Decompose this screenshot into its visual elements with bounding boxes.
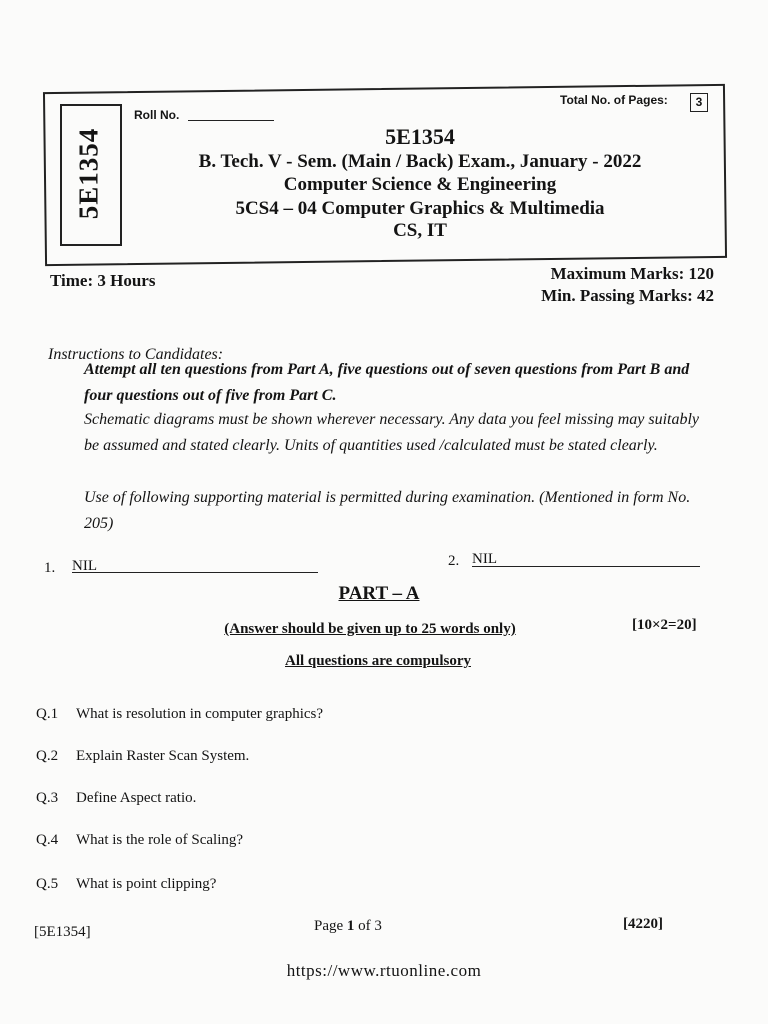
material-2-line xyxy=(472,566,700,567)
question-number: Q.1 xyxy=(36,706,59,722)
question-number: Q.4 xyxy=(36,832,59,848)
part-a-marks: [10×2=20] xyxy=(632,617,697,633)
roll-number-field xyxy=(188,120,274,121)
question-3 xyxy=(36,790,196,807)
footer-page-number: Page 1 of 3 xyxy=(314,918,382,934)
part-a-word-limit: (Answer should be given up to 25 words only) xyxy=(224,621,516,637)
material-1-line xyxy=(72,572,318,573)
exam-title: B. Tech. V - Sem. (Main / Back) Exam., January - 2022 xyxy=(198,151,642,172)
department: Computer Science & Engineering xyxy=(283,174,557,195)
total-pages-label: Total No. of Pages: xyxy=(560,93,668,107)
material-1-value: NIL xyxy=(72,558,97,574)
instructions-heading: Instructions to Candidates: xyxy=(48,346,224,363)
instruction-2: Schematic diagrams must be shown wherever necessary. Any data you feel missing may suitably be assumed and stated clearly. Units of quantities used /calculated must be stated clearly. xyxy=(84,411,700,454)
paper-code-vertical: 5E1354 xyxy=(73,127,104,219)
question-text: What is point clipping? xyxy=(76,876,217,892)
question-1 xyxy=(36,706,323,723)
question-4 xyxy=(36,832,243,849)
total-pages-value: 3 xyxy=(690,93,708,112)
min-passing-marks: Min. Passing Marks: 42 xyxy=(541,286,714,305)
instruction-3: Use of following supporting material is permitted during examination. (Mentioned in form No. 205) xyxy=(84,489,691,532)
roll-number-label: Roll No. xyxy=(134,108,180,122)
material-2-value: NIL xyxy=(472,551,497,567)
question-number: Q.3 xyxy=(36,790,59,806)
instruction-1: Attempt all ten questions from Part A, five questions out of seven questions from Part B and four questions out of five from Part C. xyxy=(84,361,690,404)
question-5 xyxy=(36,876,216,893)
part-a-compulsory: All questions are compulsory xyxy=(285,653,471,669)
branch: CS, IT xyxy=(393,220,447,241)
material-2-number: 2. xyxy=(448,553,460,569)
footer-website-url: https://www.rtuonline.com xyxy=(286,961,482,980)
question-2 xyxy=(36,748,249,765)
question-text: What is the role of Scaling? xyxy=(76,832,244,848)
question-text: What is resolution in computer graphics? xyxy=(76,706,324,722)
question-number: Q.5 xyxy=(36,876,59,892)
question-number: Q.2 xyxy=(36,748,59,764)
material-1-number: 1. xyxy=(44,560,56,576)
footer-copy-number: [4220] xyxy=(623,916,663,932)
time-duration: Time: 3 Hours xyxy=(50,271,156,290)
part-a-title: PART – A xyxy=(338,583,420,604)
question-text: Define Aspect ratio. xyxy=(76,790,197,806)
paper-code-title: 5E1354 xyxy=(385,124,455,149)
footer-paper-code: [5E1354] xyxy=(34,924,91,940)
subject: 5CS4 – 04 Computer Graphics & Multimedia xyxy=(235,198,605,219)
maximum-marks: Maximum Marks: 120 xyxy=(550,264,714,283)
question-text: Explain Raster Scan System. xyxy=(76,748,250,764)
